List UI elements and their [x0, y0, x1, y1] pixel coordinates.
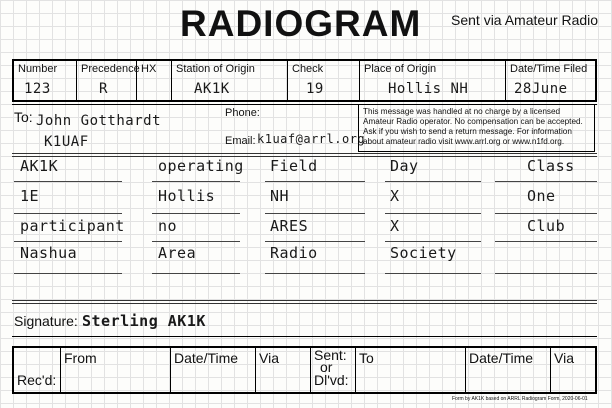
check-cell[interactable] [288, 61, 360, 100]
datetime1-cell[interactable] [171, 348, 256, 392]
message-word[interactable]: ARES [270, 217, 309, 235]
precedence-value: R [99, 81, 108, 97]
via1-label: Via [259, 350, 279, 366]
message-word[interactable]: Day [390, 157, 419, 175]
via1-cell[interactable] [256, 348, 311, 392]
divider [12, 336, 597, 337]
hx-label: HX [141, 63, 157, 75]
message-word[interactable]: 1E [20, 187, 40, 205]
message-word-underline [14, 273, 122, 274]
signature-label: Signature: [14, 313, 78, 329]
dlvd-label: Dl'vd: [314, 372, 349, 388]
number-cell[interactable] [14, 61, 77, 100]
datetime2-cell[interactable] [466, 348, 551, 392]
message-word[interactable]: no [158, 217, 178, 235]
message-word[interactable]: Hollis [158, 187, 216, 205]
message-word[interactable]: NH [270, 187, 290, 205]
precedence-cell[interactable] [77, 61, 140, 100]
check-label: Check [292, 63, 324, 75]
via2-label: Via [554, 350, 574, 366]
message-word[interactable]: AK1K [20, 157, 59, 175]
place-label: Place of Origin [364, 63, 437, 75]
message-word-underline [385, 273, 481, 274]
divider [12, 153, 597, 157]
phone-label: Phone: [225, 107, 260, 119]
header-table [12, 59, 597, 102]
message-word-underline [265, 273, 365, 274]
from-label: From [64, 350, 97, 366]
message-word[interactable]: Club [527, 217, 566, 235]
message-word[interactable]: X [390, 187, 400, 205]
message-word-underline [385, 213, 481, 214]
datetime-label: Date/Time Filed [510, 63, 588, 75]
page-subtitle: Sent via Amateur Radio [451, 12, 599, 28]
message-word-underline [14, 181, 122, 182]
message-word-underline [495, 273, 597, 274]
check-value: 19 [306, 81, 324, 97]
recd-label: Rec'd: [17, 372, 57, 388]
message-word-underline [495, 213, 597, 214]
message-word[interactable]: X [390, 217, 400, 235]
message-word[interactable]: Area [158, 244, 197, 262]
message-word[interactable]: Class [527, 157, 575, 175]
message-word-underline [265, 241, 365, 242]
datetime-cell[interactable] [506, 61, 595, 100]
message-word-underline [14, 213, 122, 214]
from-cell[interactable] [61, 348, 171, 392]
message-word-underline [265, 181, 365, 182]
message-word[interactable]: Society [390, 244, 457, 262]
to-footer-label: To [359, 350, 374, 366]
message-word-underline [495, 181, 597, 182]
sent-label: Sent: [314, 347, 347, 363]
divider [12, 300, 597, 304]
message-word-underline [152, 241, 240, 242]
message-word-underline [385, 241, 481, 242]
email-value[interactable]: k1uaf@arrl.org [257, 132, 366, 146]
message-word[interactable]: participant [20, 217, 125, 235]
signature-value[interactable]: Sterling AK1K [82, 312, 206, 330]
place-value: Hollis NH [388, 81, 469, 97]
message-word[interactable]: operating [158, 157, 244, 175]
message-word-underline [14, 241, 122, 242]
message-word[interactable]: Radio [270, 244, 318, 262]
message-word-underline [152, 181, 240, 182]
address-line-1[interactable]: John Gotthardt [36, 113, 162, 129]
message-word[interactable]: One [527, 187, 556, 205]
message-word[interactable]: Nashua [20, 244, 78, 262]
message-word-underline [152, 273, 240, 274]
page-title: RADIOGRAM [180, 3, 422, 44]
email-label: Email: [225, 135, 256, 147]
form-credit: Form by AK1K based on ARRL Radiogram Form, 2020-06-01 [452, 396, 588, 402]
message-word-underline [265, 213, 365, 214]
station-cell[interactable] [172, 61, 288, 100]
sent-cell [311, 348, 356, 392]
place-cell[interactable] [360, 61, 506, 100]
datetime1-label: Date/Time [174, 350, 239, 366]
datetime2-label: Date/Time [469, 350, 534, 366]
message-word-underline [385, 181, 481, 182]
station-label: Station of Origin [176, 63, 255, 75]
handling-table [12, 346, 597, 394]
message-word[interactable]: Field [270, 157, 318, 175]
via2-cell[interactable] [551, 348, 595, 392]
hx-cell[interactable] [137, 61, 172, 100]
sent-or-label: or [320, 359, 333, 375]
message-word-underline [152, 213, 240, 214]
notice-box: This message was handled at no charge by a licensed Amateur Radio operator. No compensation can be accepted. Ask if you wish to send a return message. For information about amateur radio visit www.arrl.org or www.n1fd.org. [358, 104, 595, 152]
recd-cell [14, 348, 61, 392]
message-word-underline [495, 241, 597, 242]
number-label: Number [18, 63, 58, 75]
station-value: AK1K [194, 81, 230, 97]
precedence-label: Precedence [81, 63, 140, 75]
datetime-value: 28June [514, 81, 568, 97]
address-line-2[interactable]: K1UAF [44, 134, 89, 150]
number-value: 123 [24, 81, 51, 97]
to-label: To: [14, 109, 33, 125]
to-cell[interactable] [356, 348, 466, 392]
